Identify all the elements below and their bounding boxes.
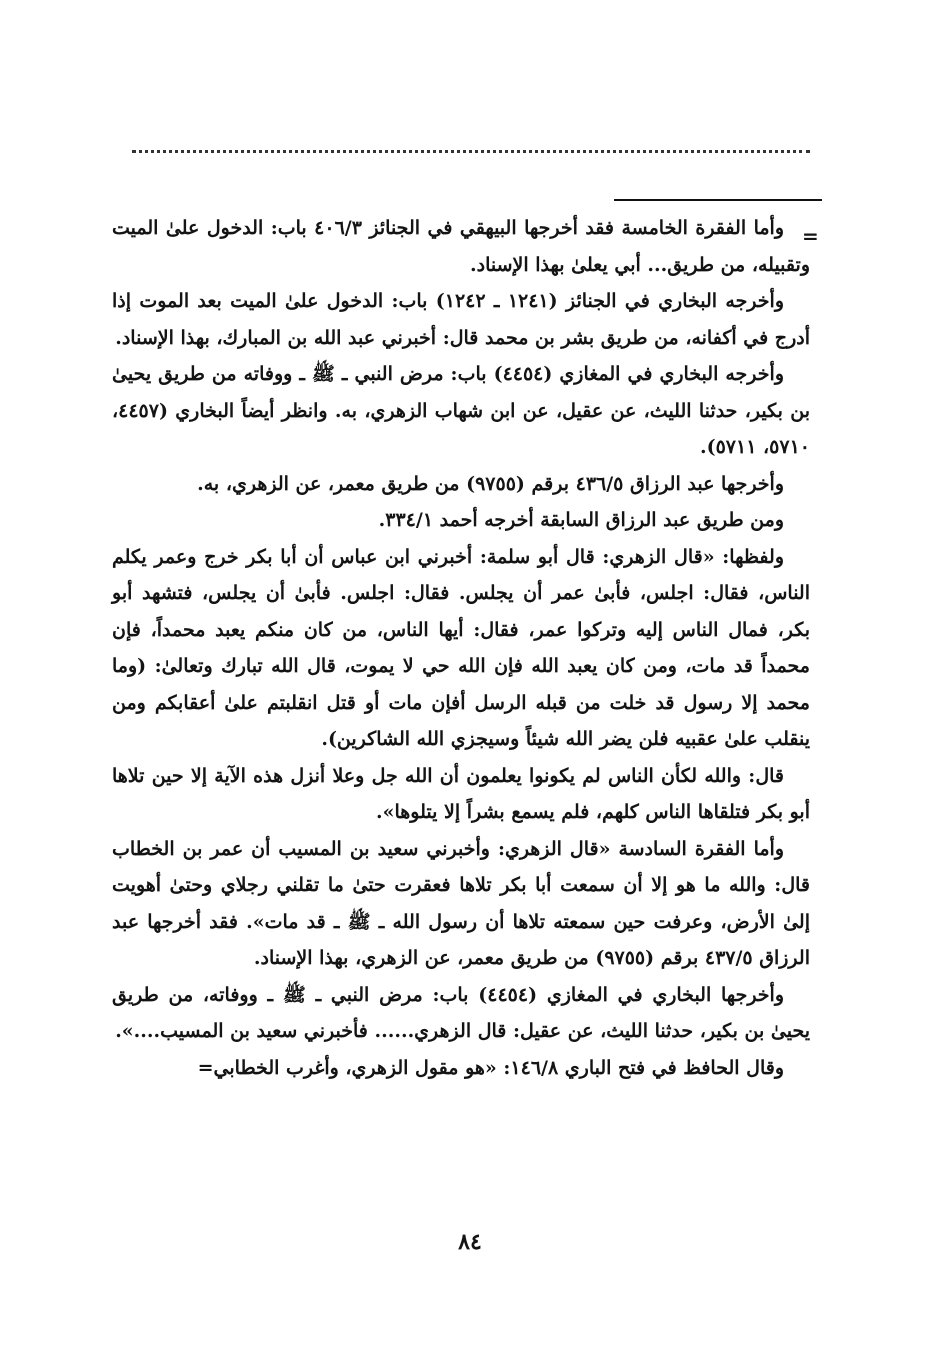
paragraph-9: وأخرجها البخاري في المغازي (٤٤٥٤) باب: مرض النبي ـ ﷺ ـ ووفاته، من طريق يحيىٰ بن بكير، حدثنا الليث، عن عقيل: قال الزهري...... فأخبرني سعيد بن المسيب....». xyxy=(112,983,810,1042)
dotted-separator xyxy=(132,150,810,153)
footnote-text xyxy=(112,210,810,1086)
paragraph-4: وأخرجها عبد الرزاق ٤٣٦/٥ برقم (٩٧٥٥) من طريق معمر، عن الزهري، به. xyxy=(197,472,784,495)
paragraph-3: وأخرجه البخاري في المغازي (٤٤٥٤) باب: مرض النبي ـ ﷺ ـ ووفاته من طريق يحيىٰ بن بكير، حدثنا الليث، عن عقيل، عن ابن شهاب الزهري، به. وانظر أيضاً البخاري (٤٤٥٧، ٥٧١٠، ٥٧١١). xyxy=(112,363,810,458)
continuation-mark: = xyxy=(802,224,819,248)
paragraph-10: وقال الحافظ في فتح الباري ١٤٦/٨: «هو مقول الزهري، وأغرب الخطابي= xyxy=(197,1056,784,1079)
paragraph-2: وأخرجه البخاري في الجنائز (١٢٤١ ـ ١٢٤٢) باب: الدخول علىٰ الميت بعد الموت إذا أدرج في أكفانه، من طريق بشر بن محمد قال: أخبرني عبد الله بن المبارك، بهذا الإسناد. xyxy=(112,290,810,349)
paragraph-5: ومن طريق عبد الرزاق السابقة أخرجه أحمد ٣٣٤/١. xyxy=(378,509,784,531)
page-number: ٨٤ xyxy=(458,1229,482,1255)
paragraph-7: قال: والله لكأن الناس لم يكونوا يعلمون أن الله جل وعلا أنزل هذه الآية إلا حين تلاها أبو بكر فتلقاها الناس كلهم، فلم يسمع بشراً إلا يتلوها». xyxy=(112,764,810,823)
paragraph-1: وأما الفقرة الخامسة فقد أخرجها البيهقي في الجنائز ٤٠٦/٣ باب: الدخول علىٰ الميت وتقبيله، من طريق... أبي يعلىٰ بهذا الإسناد. xyxy=(112,217,810,276)
paragraph-6: ولفظها: «قال الزهري: قال أبو سلمة: أخبرني ابن عباس أن أبا بكر خرج وعمر يكلم الناس، فقال: اجلس، فأبىٰ عمر أن يجلس. فقال: اجلس. فأبىٰ أن يجلس، فتشهد أبو بكر، فمال الناس إليه وتركوا عمر، فقال: أيها الناس، من كان منكم يعبد محمداً، فإن محمداً قد مات، ومن كان يعبد الله فإن الله حي لا يموت، قال الله تبارك وتعالىٰ: (وما محمد إلا رسول قد خلت من قبله الرسل أفإن مات أو قتل انقلبتم علىٰ أعقابكم ومن ينقلب علىٰ عقبيه فلن يضر الله شيئاً وسيجزي الله الشاكرين). xyxy=(112,545,810,750)
footnote-rule xyxy=(614,199,822,201)
paragraph-8: وأما الفقرة السادسة «قال الزهري: وأخبرني سعيد بن المسيب أن عمر بن الخطاب قال: والله ما هو إلا أن سمعت أبا بكر تلاها فعقرت حتىٰ ما تقلني رجلاي وحتىٰ أهويت إلىٰ الأرض، وعرفت حين سمعته تلاها أن رسول الله ـ ﷺ ـ قد مات». فقد أخرجها عبد الرزاق ٤٣٧/٥ برقم (٩٧٥٥) من طريق معمر، عن الزهري، بهذا الإسناد. xyxy=(112,837,810,969)
